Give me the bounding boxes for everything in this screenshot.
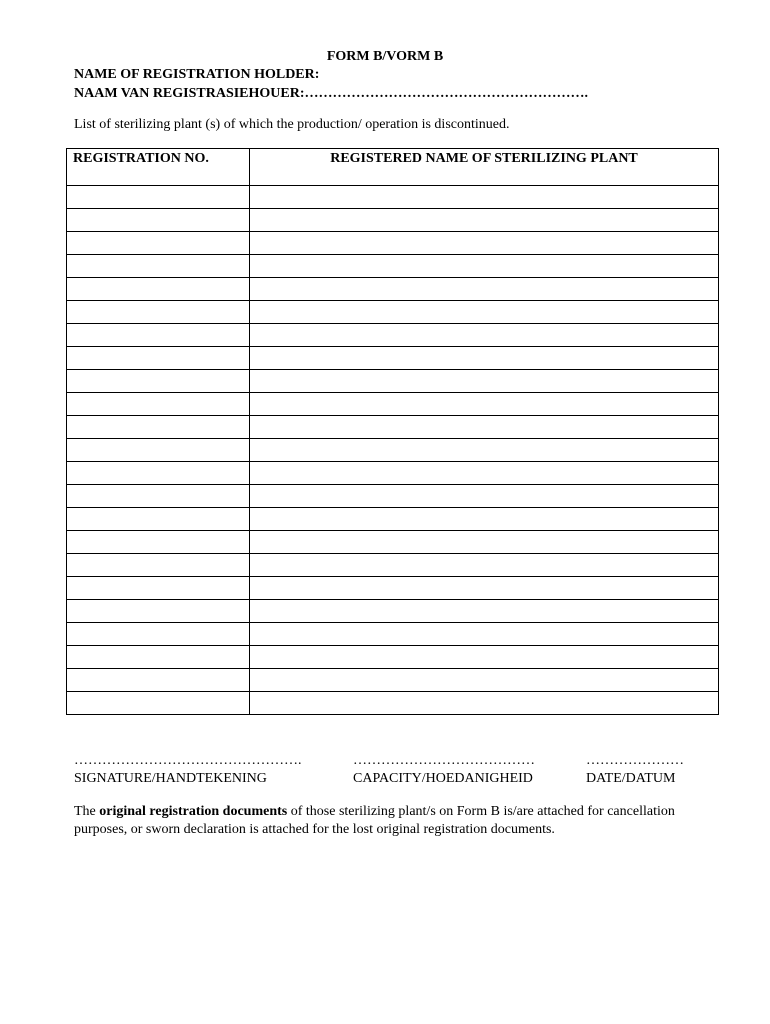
- date-field[interactable]: …………………: [586, 753, 684, 768]
- registration-no-cell[interactable]: [67, 232, 250, 255]
- registration-no-cell[interactable]: [67, 370, 250, 393]
- note-suffix: of those sterilizing plant/s on Form B is/are attached for cancellation purposes, or sworn declaration is attached for the lost original registration documents.: [74, 804, 675, 837]
- registration-no-cell[interactable]: [67, 692, 250, 715]
- table-body: [67, 186, 719, 715]
- table-row: [67, 186, 719, 209]
- table-row: [67, 577, 719, 600]
- table-row: [67, 692, 719, 715]
- plant-name-cell[interactable]: [250, 485, 719, 508]
- note-bold-text: original registration documents: [99, 804, 288, 819]
- registration-no-cell[interactable]: [67, 186, 250, 209]
- registration-no-cell[interactable]: [67, 600, 250, 623]
- table-row: [67, 600, 719, 623]
- capacity-field[interactable]: …………………………………: [353, 753, 535, 768]
- plant-name-cell[interactable]: [250, 278, 719, 301]
- registration-no-cell[interactable]: [67, 646, 250, 669]
- registration-no-cell[interactable]: [67, 301, 250, 324]
- table-row: [67, 393, 719, 416]
- registration-no-cell[interactable]: [67, 393, 250, 416]
- table-row: [67, 623, 719, 646]
- plant-name-cell[interactable]: [250, 209, 719, 232]
- attachment-note: [74, 803, 714, 839]
- registration-no-cell[interactable]: [67, 623, 250, 646]
- plant-name-cell[interactable]: [250, 393, 719, 416]
- table-row: [67, 508, 719, 531]
- registration-holder-label-en: NAME OF REGISTRATION HOLDER:: [74, 67, 320, 82]
- table-row: [67, 255, 719, 278]
- signature-block: [74, 752, 302, 788]
- table-row: [67, 485, 719, 508]
- plant-name-cell[interactable]: [250, 301, 719, 324]
- signature-field[interactable]: ………………………………………….: [74, 753, 302, 768]
- registration-no-cell[interactable]: [67, 416, 250, 439]
- sterilizing-plant-table: [66, 148, 719, 715]
- plant-name-cell[interactable]: [250, 554, 719, 577]
- plant-name-cell[interactable]: [250, 416, 719, 439]
- registration-no-cell[interactable]: [67, 347, 250, 370]
- registration-no-cell[interactable]: [67, 255, 250, 278]
- plant-name-cell[interactable]: [250, 692, 719, 715]
- registration-holder-label-af[interactable]: NAAM VAN REGISTRASIEHOUER:…………………………………………………….: [74, 86, 589, 101]
- plant-name-cell[interactable]: [250, 623, 719, 646]
- registration-no-cell[interactable]: [67, 577, 250, 600]
- plant-name-cell[interactable]: [250, 347, 719, 370]
- table-row: [67, 370, 719, 393]
- plant-name-cell[interactable]: [250, 324, 719, 347]
- capacity-block: [353, 752, 535, 788]
- date-block: [586, 752, 684, 788]
- table-row: [67, 646, 719, 669]
- plant-name-cell[interactable]: [250, 646, 719, 669]
- plant-name-header: REGISTERED NAME OF STERILIZING PLANT: [250, 149, 719, 186]
- table-row: [67, 439, 719, 462]
- note-prefix: The: [74, 804, 100, 819]
- plant-name-cell[interactable]: [250, 439, 719, 462]
- table-row: [67, 554, 719, 577]
- registration-no-cell[interactable]: [67, 554, 250, 577]
- registration-no-cell[interactable]: [67, 324, 250, 347]
- plant-name-cell[interactable]: [250, 232, 719, 255]
- table-row: [67, 669, 719, 692]
- table-row: [67, 278, 719, 301]
- plant-name-cell[interactable]: [250, 255, 719, 278]
- signature-label: SIGNATURE/HANDTEKENING: [74, 771, 267, 786]
- registration-no-cell[interactable]: [67, 209, 250, 232]
- table-row: [67, 301, 719, 324]
- registration-no-cell[interactable]: [67, 508, 250, 531]
- plant-name-cell[interactable]: [250, 186, 719, 209]
- registration-no-cell[interactable]: [67, 531, 250, 554]
- plant-name-cell[interactable]: [250, 600, 719, 623]
- table-row: [67, 232, 719, 255]
- intro-text: List of sterilizing plant (s) of which the production/ operation is discontinued.: [74, 117, 510, 132]
- registration-no-cell[interactable]: [67, 485, 250, 508]
- plant-name-cell[interactable]: [250, 531, 719, 554]
- table-row: [67, 347, 719, 370]
- plant-name-cell[interactable]: [250, 370, 719, 393]
- table-row: [67, 209, 719, 232]
- table-header-row: [67, 149, 719, 186]
- plant-name-cell[interactable]: [250, 508, 719, 531]
- registration-no-cell[interactable]: [67, 669, 250, 692]
- table-row: [67, 531, 719, 554]
- table-row: [67, 462, 719, 485]
- registration-no-header: REGISTRATION NO.: [67, 149, 250, 186]
- plant-name-cell[interactable]: [250, 577, 719, 600]
- registration-no-cell[interactable]: [67, 278, 250, 301]
- capacity-label: CAPACITY/HOEDANIGHEID: [353, 771, 533, 786]
- date-label: DATE/DATUM: [586, 771, 676, 786]
- table-row: [67, 324, 719, 347]
- table-row: [67, 416, 719, 439]
- plant-name-cell[interactable]: [250, 669, 719, 692]
- registration-no-cell[interactable]: [67, 439, 250, 462]
- registration-no-cell[interactable]: [67, 462, 250, 485]
- plant-name-cell[interactable]: [250, 462, 719, 485]
- form-title: FORM B/VORM B: [326, 49, 444, 64]
